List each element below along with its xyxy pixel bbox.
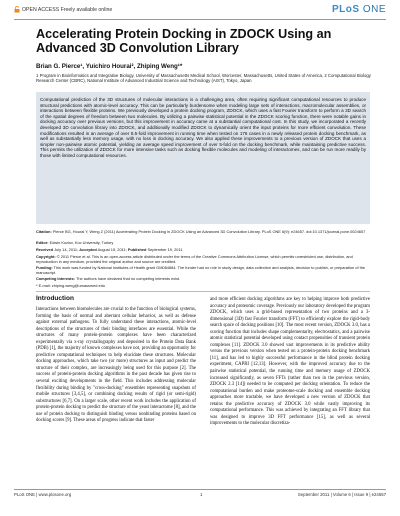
footer-rule bbox=[14, 489, 386, 490]
funding-text: This work was funded by National Institutes of Health grant GM084884. The funder had no role in study design, data collection and analysis, decision to publish, or preparation of the manuscript. bbox=[36, 265, 366, 275]
funding-line bbox=[36, 266, 366, 276]
accepted-date: August 15, 2011; bbox=[97, 247, 127, 252]
citation-label: Citation: bbox=[36, 229, 52, 234]
published-date: September 19, 2011 bbox=[147, 247, 183, 252]
copyright-label: Copyright: bbox=[36, 254, 56, 259]
page-footer bbox=[14, 492, 386, 502]
header-rule bbox=[14, 19, 386, 20]
competing-label: Competing Interests: bbox=[36, 276, 75, 281]
journal-name: PLoS bbox=[331, 4, 360, 15]
author-list: Brian G. Pierce¹, Yuichiro Hourai², Zhiping Weng¹* bbox=[36, 63, 183, 70]
funding-label: Funding: bbox=[36, 265, 53, 270]
copyright-text: © 2011 Pierce et al. This is an open-access article distributed under the terms of the Creative Commons Attribution License, which permits unrestricted use, distribution, and reproduction in any medium, provided the original author and source are credited. bbox=[36, 254, 353, 264]
received-date: July 14, 2011; bbox=[54, 247, 79, 252]
journal-logo bbox=[332, 4, 386, 15]
body-column-left: Interactions between biomolecules are crucial to the function of biological systems, forming the basis of normal and aberrant cellular behavior, as well as defense against external pathogens. To fully understand these interactions, atomic-level descriptions of the structures of their binding interfaces are essential. While the structures of many protein-protein complexes have been characterized experimentally via x-ray crystallography and deposited in the Protein Data Bank (PDB) [1], the majority of known complexes have not, providing an opportunity for predictive computational techniques to help elucidate these structures. Molecular docking approaches, which take two (or more) structures as input and predict the structure of their complex, are increasingly being used for this purpose [2]. The success of protein-protein docking algorithms in the past decade has given rise to several exciting developments in the field. This includes addressing molecular flexibility during binding by "cross-docking" ensembles representing snapshots of mobile structures [3,4,5], or combining docking results of rigid (or semi-rigid) substructures [6,7]. On a larger scale, other recent work includes the application of protein-protein docking to predict the structure of the yeast interactome [8], and the use of protein docking to distinguish binding versus nonbinding proteins based on docking scores [9]. These areas of progress indicate that faster bbox=[36, 307, 196, 424]
abstract-text: Computational prediction of the 3D structures of molecular interactions is a challenging area, often requiring significant computational resources to produce structural predictions with atomic-level accuracy. This can be particularly burdensome when modeling large sets of interactions, macromolecular assemblies, or interactions between flexible proteins. We previously developed a protein docking program, ZDOCK, which uses a fast Fourier transform to perform a 3D search of the spatial degrees of freedom between two molecules. By utilizing a pairwise statistical potential in the ZDOCK scoring function, there were notable gains in docking accuracy over previous versions, but this improvement in accuracy came at a substantial computational cost. In this study, we incorporated a recently developed 3D convolution library into ZDOCK, and additionally modified ZDOCK to dynamically orient the input proteins for more efficient convolution. These modifications resulted in an average of over 8.5-fold improvement in running time when tested on 176 cases in a newly released protein docking benchmark, as well as substantially less memory usage, with no loss in docking accuracy. We also applied these improvements to a previous version of ZDOCK that uses a simpler non-pairwise atomic potential, yielding an average speed improvement of over 5-fold on the docking benchmark, while maintaining predictive success. This permits the utilization of ZDOCK for more intensive tasks such as docking flexible molecules and modeling of interactomes, and can be run more readily by those with limited computational resources. bbox=[40, 97, 366, 158]
editor-text: Edwin Kozlov, Koc University, Turkey bbox=[49, 240, 114, 245]
affiliations: 1 Program in Bioinformatics and Integrative Biology, University of Massachusetts Medical School, Worcester, Massachusetts, United States of America, 2 Computational Biology Research Center (CBRC), National Institute of Advanced Industrial Science and Technology (AIST), Tokyo, Japan bbox=[36, 73, 371, 84]
published-label: Published bbox=[127, 247, 147, 252]
citation-text: Pierce BG, Hourai Y, Weng Z (2011) Accelerating Protein Docking in ZDOCK Using an Advanced 3D Convolution Library. PLoS ONE 6(9): e24657. doi:10.1371/journal.pone.0024657 bbox=[52, 229, 366, 234]
page-number: 1 bbox=[200, 492, 203, 497]
journal-name-one: ONE bbox=[362, 4, 386, 15]
open-lock-icon bbox=[14, 6, 20, 13]
body-column-right: and more efficient docking algorithms are key to helping improve both predictive accuracy and proteomic coverage. Previously our laboratory developed the program ZDOCK, which uses a grid-based representation of two proteins and a 3-dimensional (3D) fast Fourier transform (FFT) to efficiently explore the rigid-body search space of docking positions [10]. The most recent version, ZDOCK 3.0, has a scoring function that includes shape complementarity, electrostatics, and a pairwise atomic statistical potential developed using contact propensities of transient protein complexes [11]. ZDOCK 3.0 showed vast improvements in its predictive ability versus the previous version when tested on a protein-protein docking benchmark [11], and has led to highly successful performance in the blind protein docking experiment, CAPRI [12,13]. However, with the improved accuracy due to the pairwise statistical potential, the running time and memory usage of ZDOCK increased significantly, as seven FFTs (rather than two in the previous version, ZDOCK 2.3 [14]) needed to be computed per docking orientation. To reduce the computational burden and make proteome-scale docking and ensemble docking approaches more tractable, we have developed a new version of ZDOCK that retains the predictive accuracy of ZDOCK 3.0 while vastly improving its computational performance. This was achieved by integrating an FFT library that was designed to improve 3D FFT performance [15], as well as several improvements to the molecular discretiza- bbox=[210, 297, 370, 427]
editor-line bbox=[36, 241, 366, 246]
page-header bbox=[14, 6, 386, 16]
copyright-line bbox=[36, 255, 366, 265]
competing-text: The authors have declared that no competing interests exist. bbox=[75, 276, 181, 281]
competing-interests-line bbox=[36, 277, 366, 282]
meta-rule bbox=[36, 291, 370, 292]
issue-info: September 2011 | Volume 6 | Issue 9 | e24657 bbox=[297, 492, 386, 497]
email-line: * E-mail: zhiping.weng@umassmed.edu bbox=[36, 283, 106, 288]
journal-site: PLoS ONE | www.plosone.org bbox=[14, 492, 72, 497]
dates-line bbox=[36, 248, 366, 253]
received-label: Received bbox=[36, 247, 54, 252]
open-access-badge bbox=[14, 6, 112, 13]
section-title-introduction: Introduction bbox=[36, 295, 74, 302]
open-access-label: OPEN ACCESS Freely available online bbox=[22, 6, 113, 13]
accepted-label: Accepted bbox=[79, 247, 97, 252]
editor-label: Editor: bbox=[36, 240, 49, 245]
citation-line bbox=[36, 230, 366, 235]
article-title: Accelerating Protein Docking in ZDOCK Using an Advanced 3D Convolution Library bbox=[36, 27, 332, 55]
